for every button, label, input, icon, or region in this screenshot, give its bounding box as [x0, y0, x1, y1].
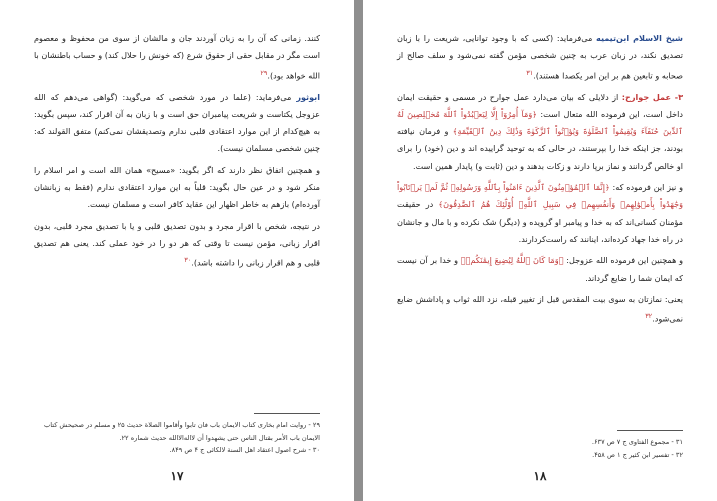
footnote: ۳۲ - تفسیر ابن کثیر ج ۱ ص ۴۵۸.	[592, 450, 683, 459]
footnote: ۳۱ - مجموع الفتاوی ج ۷ ص ۶۳۷.	[591, 438, 683, 446]
footnote-ref[interactable]: ۳۰	[184, 256, 192, 265]
body-text	[34, 30, 320, 276]
page-number: ۱۸	[533, 469, 547, 483]
paragraph: کنند. زمانی که آن را به زبان آوردند جان و مالشان از سوی من محفوظ و معصوم است مگر در مقابل حقی از حقوق شرع (که خونش را حلال کند) و حساب باطنشان با الله خواهد بود).$^{۲۹}$	[34, 33, 320, 81]
paragraph: ۳- عمل جوارح: از دلایلی که بیان می‌دارد عمل جوارح در مسمی و حقیقت ایمان داخل است، این فرموده الله متعال است: ﴿وَمَآ أُمِرُوٓاْ إِلَّا لِيَعۡبُدُواْ ٱللَّهَ مُخۡلِصِينَ لَهُ ٱلدِّينَ حُنَفَآءَ وَيُقِيمُواْ ٱلصَّلَوٰةَ وَيُؤۡتُواْ ٱلزَّكَوٰةَ وَذَٰلِكَ دِينُ ٱلۡقَيِّمَةِ﴾ و فرمان نیافته بودند، جز اینکه خدا را بپرستند، در حالی که به توحید گراییده اند و دین (خود) را برای او خالص گردانند و نماز برپا دارند و زکات بدهند و دین (ثابت و) پایدار همین است.	[397, 91, 684, 171]
footnotes	[34, 419, 320, 457]
footnote: ۳۰ - شرح اصول اعتقاد اهل السنة لالکائی ج ۴ ص ۸۴۹.	[169, 446, 320, 454]
body-text	[397, 30, 683, 332]
section-heading: ۳- عمل جوارح:	[621, 91, 684, 102]
footnote-divider	[254, 413, 320, 414]
footnote-ref[interactable]: ۳۱	[526, 68, 534, 77]
quran-verse: ﴿إِنَّمَا ٱلۡمُؤۡمِنُونَ ٱلَّذِينَ ءَامَنُواْ بِٱللَّهِ وَرَسُولِهِۦ ثُمَّ لَمۡ يَرۡتَابُواْ وَجَٰهَدُواْ بِأَمۡوَٰلِهِمۡ وَأَنفُسِهِمۡ فِي سَبِيلِ ٱللَّهِۚ أُوْلَٰٓئِكَ هُمُ ٱلصَّٰدِقُونَ﴾	[397, 182, 683, 210]
page-number: ۱۷	[170, 469, 184, 483]
footnote-ref[interactable]: ۲۹	[260, 68, 268, 77]
page-18	[363, 0, 717, 501]
paragraph: و نیز این فرموده که: ﴿إِنَّمَا ٱلۡمُؤۡمِنُونَ ٱلَّذِينَ ءَامَنُواْ بِٱللَّهِ وَرَسُولِهِۦ ثُمَّ لَمۡ يَرۡتَابُواْ وَجَٰهَدُواْ بِأَمۡوَٰلِهِمۡ وَأَنفُسِهِمۡ فِي سَبِيلِ ٱللَّهِۚ أُوْلَٰٓئِكَ هُمُ ٱلصَّٰدِقُونَ﴾ در حقیقت مؤمنان کسانی‌اند که به خدا و پیامبر او گرویده و (دیگر) شک نکرده و با مال و جانشان در راه خدا جهاد کرده‌اند، اینانند که راست‌کردارند.	[397, 182, 683, 244]
paragraph: در نتیجه، شخص با اقرار مجرد و بدون تصدیق قلبی و یا با تصدیق مجرد قلبی، بدون اقرار زبانی، مؤمن نیست تا وقتی که هر دو را در خود عملی کند. یعنی هم تصدیق قلبی و هم اقرار زبانی را داشته باشد).$^{۳۰}$	[34, 220, 320, 268]
scholar-name: شیخ الاسلام ابن‌تیمیه	[596, 33, 683, 43]
footnote-divider	[617, 430, 683, 431]
paragraph: یعنی: نمازتان به سوی بیت المقدس قبل از تغییر قبله، نزد الله ثواب و پاداشش ضایع نمی‌شود.$^{۳۲}$	[397, 293, 683, 324]
paragraph: و همچنین اتفاق نظر دارند که اگر بگوید: «مسیح» همان الله است و امر اسلام را منکر شود و در عین حال بگوید: قلباً به این موارد اعتقادی ندارم (فقط به زبانشان آورده‌ام) بازهم به خاطر اظهار این عقاید کافر است و مسلمان نیست.	[34, 164, 320, 210]
paragraph: و همچنین این فرموده الله عزوجل: ﴿وَمَا كَانَ ٱللَّهُ لِيُضِيعَ إِيمَٰنَكُمۡ﴾ و خدا بر آن نیست که ایمان شما را ضایع گرداند.	[397, 255, 683, 283]
quran-verse: ﴿وَمَآ أُمِرُوٓاْ إِلَّا لِيَعۡبُدُواْ ٱللَّهَ مُخۡلِصِينَ لَهُ ٱلدِّينَ حُنَفَآءَ وَيُقِيمُواْ ٱلصَّلَوٰةَ وَيُؤۡتُواْ ٱلزَّكَوٰةَ وَذَٰلِكَ دِينُ ٱلۡقَيِّمَةِ﴾	[397, 108, 683, 137]
footnotes	[397, 436, 683, 461]
paragraph: ابوثور می‌فرماید: (علما در مورد شخصی که می‌گوید: (گواهی می‌دهم که الله عزوجل یکتاست و شریعت پیامبران حق است و با زبان به آن اقرار کند، سپس بگوید: به هیچ‌کدام از این موارد اعتقادی قلبی ندارم وتصدیقشان نمی‌کنم) متفق القولند که: چنین شخصی مسلمان نیست).	[34, 91, 320, 154]
quran-verse: ﴿وَمَا كَانَ ٱللَّهُ لِيُضِيعَ إِيمَٰنَكُمۡ﴾	[460, 255, 564, 266]
page-17	[0, 0, 354, 501]
paragraph: شیخ الاسلام ابن‌تیمیه می‌فرماید: (کسی که با وجود توانایی، شریعت را با زبان تصدیق نکند، در زبان عرب به چنین شخصی مؤمن گفته نمی‌شود و سلف صالح از صحابه و تابعین هم بر این امر یکصدا هستند).$^{۳۱}$	[397, 33, 683, 81]
footnote: ۲۹ - روایت امام بخاری کتاب الایمان باب فان تابوا وأقاموا الصلاة حدیث ۲۵ و مسلم در صحیحش کتاب الایمان باب الأمر بقتال الناس حتی یشهدوا أن لااله‌الاالله حدیث شماره ۲۲.	[43, 421, 320, 442]
scholar-name: ابوثور	[296, 91, 320, 102]
footnote-ref[interactable]: ۳۲	[645, 312, 653, 321]
